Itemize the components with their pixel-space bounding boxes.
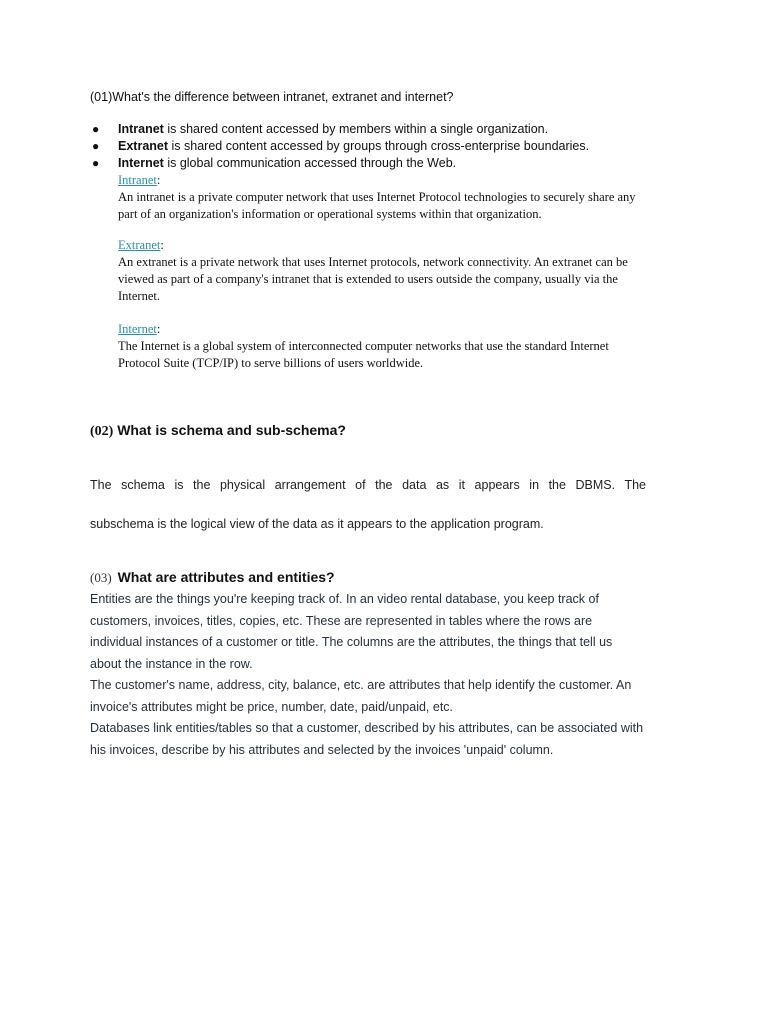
paragraph-line: customers, invoices, titles, copies, etc. These are represented in tables where the rows are: [90, 613, 593, 628]
paragraph-line: part of an organization's information or operational systems within that organization.: [118, 207, 542, 221]
internet-link[interactable]: Internet: [118, 322, 157, 336]
paragraph-line: Databases link entities/tables so that a customer, described by his attributes, can be associated with: [90, 721, 644, 735]
list-item: [92, 138, 589, 155]
bullet-icon: ●: [92, 139, 100, 153]
paragraph-line: Entities are the things you're keeping track of. In an video rental database, you keep track of: [90, 592, 599, 606]
bullet-icon: ●: [92, 156, 100, 170]
bullet-icon: ●: [92, 122, 100, 136]
intranet-link[interactable]: Intranet: [118, 173, 157, 187]
question-1-title: (01)What's the difference between intranet, extranet and internet?: [90, 90, 454, 104]
paragraph-line: The customer's name, address, city, balance, etc. are attributes that help identify the customer. An: [90, 678, 632, 692]
paragraph-line: An extranet is a private network that uses Internet protocols, network connectivity. An extranet can be: [118, 255, 628, 269]
definition: is global communication accessed through the Web.: [163, 156, 457, 170]
list-item: [92, 121, 589, 138]
term: Internet: [118, 156, 164, 170]
question-2-title: What is schema and sub-schema?: [117, 422, 346, 438]
intranet-section: [118, 172, 678, 223]
question-3-title: What are attributes and entities?: [117, 569, 335, 585]
question-2-heading: [90, 422, 346, 440]
colon: :: [160, 238, 164, 252]
schema-line-1: The schema is the physical arrangement of the data as it appears in the DBMS. The: [90, 478, 646, 492]
extranet-link[interactable]: Extranet: [118, 238, 161, 252]
question-number: (02): [90, 424, 114, 439]
paragraph-line: individual instances of a customer or title. The columns are the attributes, the things that tell us: [90, 635, 613, 649]
question-number: (03): [90, 570, 112, 585]
term: Extranet: [118, 139, 169, 153]
list-item: [92, 155, 589, 172]
colon: :: [156, 173, 161, 187]
colon: :: [156, 322, 161, 336]
paragraph-line: The Internet is a global system of interconnected computer networks that use the standard Internet: [118, 339, 609, 353]
schema-line-2: subschema is the logical view of the data as it appears to the application program.: [90, 517, 544, 531]
paragraph-line: An intranet is a private computer network that uses Internet Protocol technologies to securely share any: [118, 190, 636, 204]
term: Intranet: [118, 122, 164, 136]
paragraph-line: his invoices, describe by his attributes and selected by the invoices 'unpaid' column.: [90, 742, 554, 757]
internet-section: [118, 321, 678, 372]
paragraph-line: about the instance in the row.: [90, 656, 253, 671]
entities-paragraph: [90, 589, 690, 761]
definition: is shared content accessed by groups through cross-enterprise boundaries.: [168, 139, 590, 153]
definition: is shared content accessed by members within a single organization.: [163, 122, 549, 136]
paragraph-line: invoice's attributes might be price, number, date, paid/unpaid, etc.: [90, 699, 454, 714]
paragraph-line: Internet.: [118, 289, 160, 303]
paragraph-line: Protocol Suite (TCP/IP) to serve billions of users worldwide.: [118, 356, 424, 370]
question-3-heading: [90, 569, 335, 586]
definition-list: [92, 121, 589, 172]
paragraph-line: viewed as part of a company's intranet that is extended to users outside the company, usually via the: [118, 272, 618, 286]
extranet-section: [118, 237, 678, 305]
